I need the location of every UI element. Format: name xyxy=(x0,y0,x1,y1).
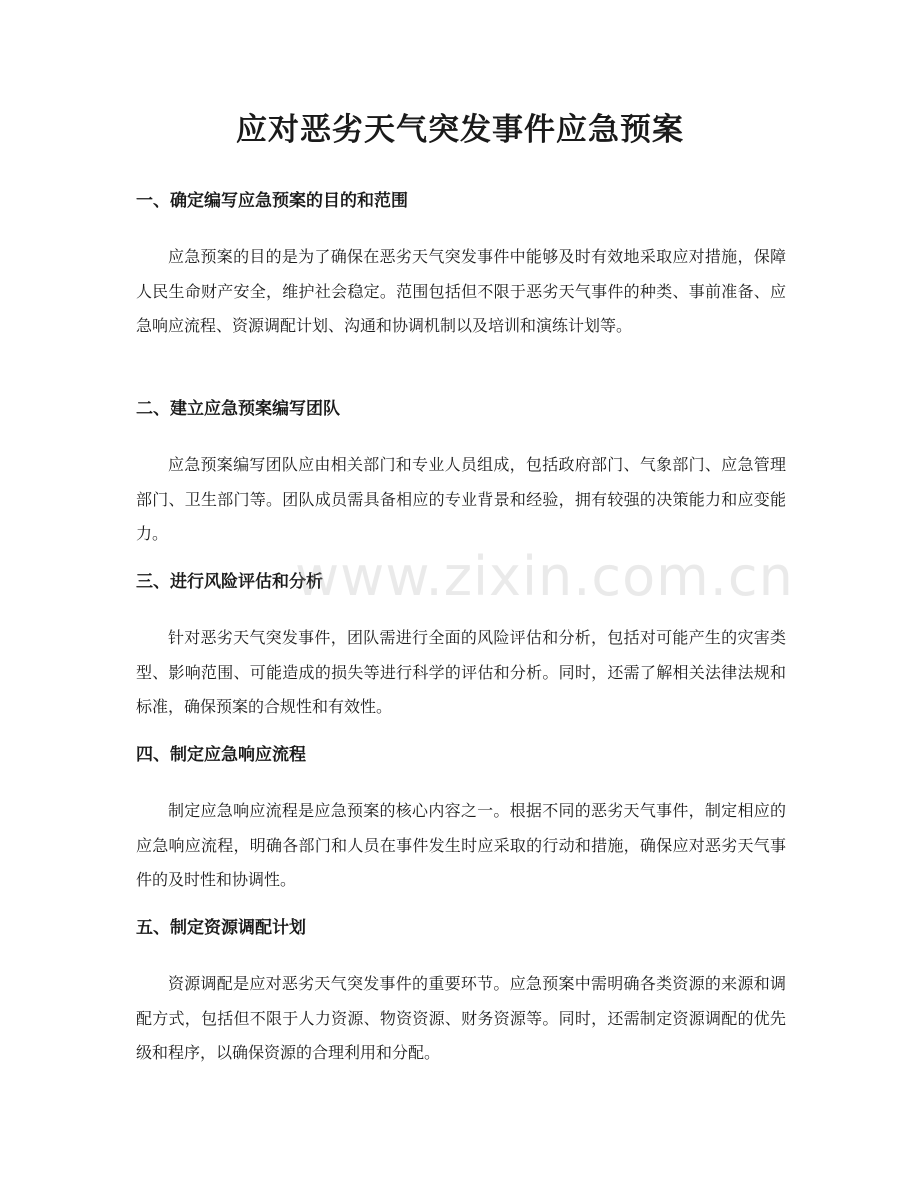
section-heading: 三、进行风险评估和分析 xyxy=(136,572,323,592)
section-paragraph: 资源调配是应对恶劣天气突发事件的重要环节。应急预案中需明确各类资源的来源和调配方式，包括但不限于人力资源、物资资源、财务资源等。同时，还需制定资源调配的优先级和程序，以确保资源的合理利用和分配。 xyxy=(136,974,786,1062)
document-title: 应对恶劣天气突发事件应急预案 xyxy=(236,112,684,148)
section-heading: 二、建立应急预案编写团队 xyxy=(136,399,340,419)
section-heading: 一、确定编写应急预案的目的和范围 xyxy=(136,191,408,211)
section-2 xyxy=(136,396,786,552)
section-1 xyxy=(136,188,786,344)
section-3 xyxy=(136,569,786,725)
section-paragraph: 应急预案的目的是为了确保在恶劣天气突发事件中能够及时有效地采取应对措施，保障人民生命财产安全，维护社会稳定。范围包括但不限于恶劣天气事件的种类、事前准备、应急响应流程、资源调配计划、沟通和协调机制以及培训和演练计划等。 xyxy=(136,247,786,335)
section-4 xyxy=(136,742,786,898)
section-paragraph: 制定应急响应流程是应急预案的核心内容之一。根据不同的恶劣天气事件，制定相应的应急响应流程，明确各部门和人员在事件发生时应采取的行动和措施，确保应对恶劣天气事件的及时性和协调性。 xyxy=(136,801,786,889)
section-paragraph: 针对恶劣天气突发事件，团队需进行全面的风险评估和分析，包括对可能产生的灾害类型、影响范围、可能造成的损失等进行科学的评估和分析。同时，还需了解相关法律法规和标准，确保预案的合规性和有效性。 xyxy=(136,628,786,716)
section-heading: 四、制定应急响应流程 xyxy=(136,745,306,765)
section-heading: 五、制定资源调配计划 xyxy=(136,918,306,938)
section-paragraph: 应急预案编写团队应由相关部门和专业人员组成，包括政府部门、气象部门、应急管理部门、卫生部门等。团队成员需具备相应的专业背景和经验，拥有较强的决策能力和应变能力。 xyxy=(136,455,786,543)
section-5 xyxy=(136,915,786,1071)
watermark: www.zixin.com.cn xyxy=(295,545,794,608)
